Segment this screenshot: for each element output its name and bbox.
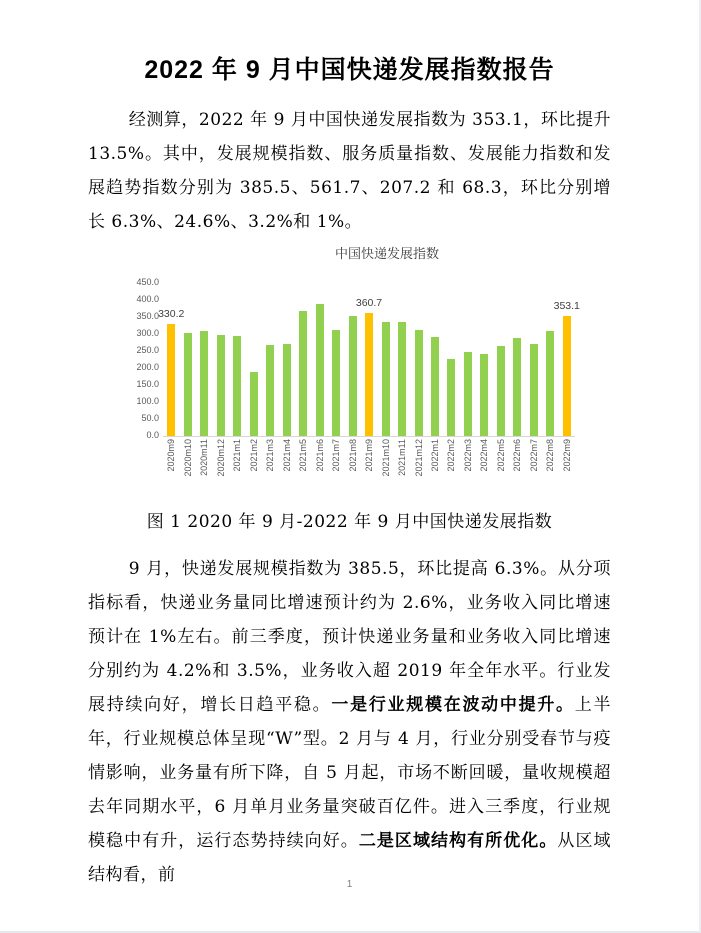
x-axis-tick-label: 2021m4 [281, 439, 292, 472]
x-axis-tick-label: 2022m1 [429, 439, 440, 472]
x-axis-tick-label: 2020m10 [182, 439, 193, 477]
x-slot [262, 439, 278, 491]
bar-slot [493, 283, 509, 436]
x-slot [328, 439, 344, 491]
bar-slot [328, 283, 344, 436]
bar-2022m7 [530, 344, 538, 437]
bar-2021m4 [283, 344, 291, 437]
text-run: 9 月，快递发展规模指数为 385.5，环比提高 6.3%。从分项指标看，快递业务量同比增速预计约为 2.6%，业务收入同比增速预计在 1%左右。前三季度，预计快递业务量和业务收入同比增速分别约为 4.2%和 3.5%，业务收入超 2019 年全年水平。行业发展持续向好，增长日趋平稳。 [88, 559, 611, 715]
y-axis-tick-label: 150.0 [136, 379, 159, 389]
bar-chart [133, 277, 580, 491]
chart-plot-area [158, 283, 580, 437]
bar-slot [196, 283, 212, 436]
x-slot [509, 439, 525, 491]
bar-2021m12 [415, 330, 423, 436]
bar-slot [460, 283, 476, 436]
bar-2022m5 [497, 346, 505, 436]
x-slot [493, 439, 509, 491]
x-slot [295, 439, 311, 491]
x-axis-tick-label: 2021m3 [265, 439, 276, 472]
y-axis-tick-label: 200.0 [136, 362, 159, 372]
bar-2020m12 [217, 335, 225, 436]
page-number: 1 [346, 879, 353, 890]
x-axis-tick-label: 2021m1 [232, 439, 243, 472]
figure-caption: 图 1 2020 年 9 月-2022 年 9 月中国快递发展指数 [146, 512, 553, 532]
bar-2021m7 [332, 330, 340, 436]
paragraph-intro [88, 103, 611, 239]
x-axis-tick-label: 2022m6 [512, 439, 523, 472]
bar-2021m6 [316, 304, 324, 436]
bold-text-run: 二是区域结构有所优化。 [358, 831, 558, 851]
x-slot [311, 439, 327, 491]
bar-2020m11 [200, 331, 208, 436]
x-axis-tick-label: 2021m2 [248, 439, 259, 472]
x-axis-tick-label: 2022m4 [479, 439, 490, 472]
bar-slot [163, 283, 179, 436]
x-slot [542, 439, 558, 491]
x-axis-tick-label: 2021m11 [397, 439, 408, 476]
y-axis-tick-label: 0.0 [146, 430, 159, 440]
x-axis-tick-label: 2020m12 [215, 439, 226, 477]
y-axis [133, 277, 163, 440]
x-slot [229, 439, 245, 491]
x-slot [443, 439, 459, 491]
x-axis-tick-label: 2022m5 [495, 439, 506, 472]
x-slot [344, 439, 360, 491]
bar-slot [245, 283, 261, 436]
x-slot [196, 439, 212, 491]
bar-2022m2 [447, 359, 455, 437]
bar-slot [509, 283, 525, 436]
x-slot [427, 439, 443, 491]
bar-slot [179, 283, 195, 436]
y-axis-tick-label: 450.0 [136, 277, 159, 287]
bar-2020m9 [167, 324, 175, 436]
bold-text-run: 一是行业规模在波动中提升。 [331, 695, 575, 715]
x-slot [163, 439, 179, 491]
x-axis-tick-label: 2022m9 [561, 439, 572, 472]
x-axis-tick-label: 2022m3 [462, 439, 473, 472]
bar-2021m10 [382, 322, 390, 436]
x-slot [526, 439, 542, 491]
bar-2022m6 [513, 338, 521, 436]
x-axis-tick-label: 2020m9 [166, 439, 177, 472]
bar-slot [410, 283, 426, 436]
bar-2021m8 [349, 316, 357, 436]
bar-slot [278, 283, 294, 436]
x-slot [559, 439, 575, 491]
bar-2021m3 [266, 345, 274, 437]
x-slot [245, 439, 261, 491]
x-axis-tick-label: 2022m7 [528, 439, 539, 472]
x-axis-tick-label: 2020m11 [199, 439, 210, 476]
bar-slot [443, 283, 459, 436]
bar-2021m5 [299, 311, 307, 437]
y-axis-tick-label: 350.0 [136, 311, 159, 321]
bar-data-label: 353.1 [553, 299, 580, 312]
y-axis-tick-label: 100.0 [136, 396, 159, 406]
bar-slot [427, 283, 443, 436]
x-slot [212, 439, 228, 491]
bar-slot [262, 283, 278, 436]
bar-2021m2 [250, 372, 258, 436]
bar-slot [526, 283, 542, 436]
x-axis-labels [163, 439, 575, 491]
bar-data-label: 330.2 [158, 307, 185, 320]
x-slot [460, 439, 476, 491]
x-axis-tick-label: 2021m10 [380, 439, 391, 477]
paragraph-analysis [88, 552, 611, 892]
bar-2020m10 [184, 333, 192, 436]
text-run: 上半年，行业规模总体呈现“W”型。2 月与 4 月，行业分别受春节与疫情影响，业务量有所下降，自 5 月起，市场不断回暖，量收规模超去年同期水平，6 月单月业务量突破百亿件。进入三季度，行业规模稳中有升，运行态势持续向好。 [88, 695, 612, 851]
x-axis-tick-label: 2021m7 [331, 439, 342, 472]
x-axis-tick-label: 2021m9 [364, 439, 375, 472]
chart-figure [88, 245, 611, 491]
x-slot [377, 439, 393, 491]
x-slot [361, 439, 377, 491]
y-axis-tick-label: 400.0 [136, 294, 159, 304]
x-slot [410, 439, 426, 491]
bar-slot [212, 283, 228, 436]
x-slot [179, 439, 195, 491]
x-slot [278, 439, 294, 491]
bar-2021m1 [233, 336, 241, 436]
x-axis-tick-label: 2021m6 [314, 439, 325, 472]
bar-2022m4 [480, 354, 488, 436]
x-axis-tick-label: 2021m12 [413, 439, 424, 477]
bar-data-label: 360.7 [355, 297, 383, 310]
chart-title: 中国快递发展指数 [334, 246, 439, 261]
bar-slot [311, 283, 327, 436]
bar-slot [476, 283, 492, 436]
bar-2022m1 [431, 337, 439, 436]
bar-2022m9 [563, 316, 571, 436]
x-axis-tick-label: 2021m5 [298, 439, 309, 472]
document-title: 2022 年 9 月中国快递发展指数报告 [144, 56, 555, 84]
x-slot [394, 439, 410, 491]
text-run: 从区域结构看，前 [88, 831, 612, 885]
y-axis-tick-label: 50.0 [141, 413, 159, 423]
x-axis-tick-label: 2022m2 [446, 439, 457, 472]
text-run: 经测算，2022 年 9 月中国快递发展指数为 353.1，环比提升 13.5%。其中，发展规模指数、服务质量指数、发展能力指数和发展趋势指数分别为 385.5、561.7、207.2 和 68.3，环比分别增长 6.3%、24.6%、3.2%和 1%。 [88, 110, 611, 232]
bar-slot [394, 283, 410, 436]
bar-2021m11 [398, 322, 406, 436]
bar-slot [229, 283, 245, 436]
bar-2021m9 [365, 313, 373, 436]
x-axis-tick-label: 2022m8 [545, 439, 556, 472]
bar-2022m8 [546, 331, 554, 436]
x-axis-tick-label: 2021m8 [347, 439, 358, 472]
bar-slot [295, 283, 311, 436]
bar-2022m3 [464, 352, 472, 436]
x-slot [476, 439, 492, 491]
y-axis-tick-label: 300.0 [136, 328, 159, 338]
y-axis-tick-label: 250.0 [136, 345, 159, 355]
